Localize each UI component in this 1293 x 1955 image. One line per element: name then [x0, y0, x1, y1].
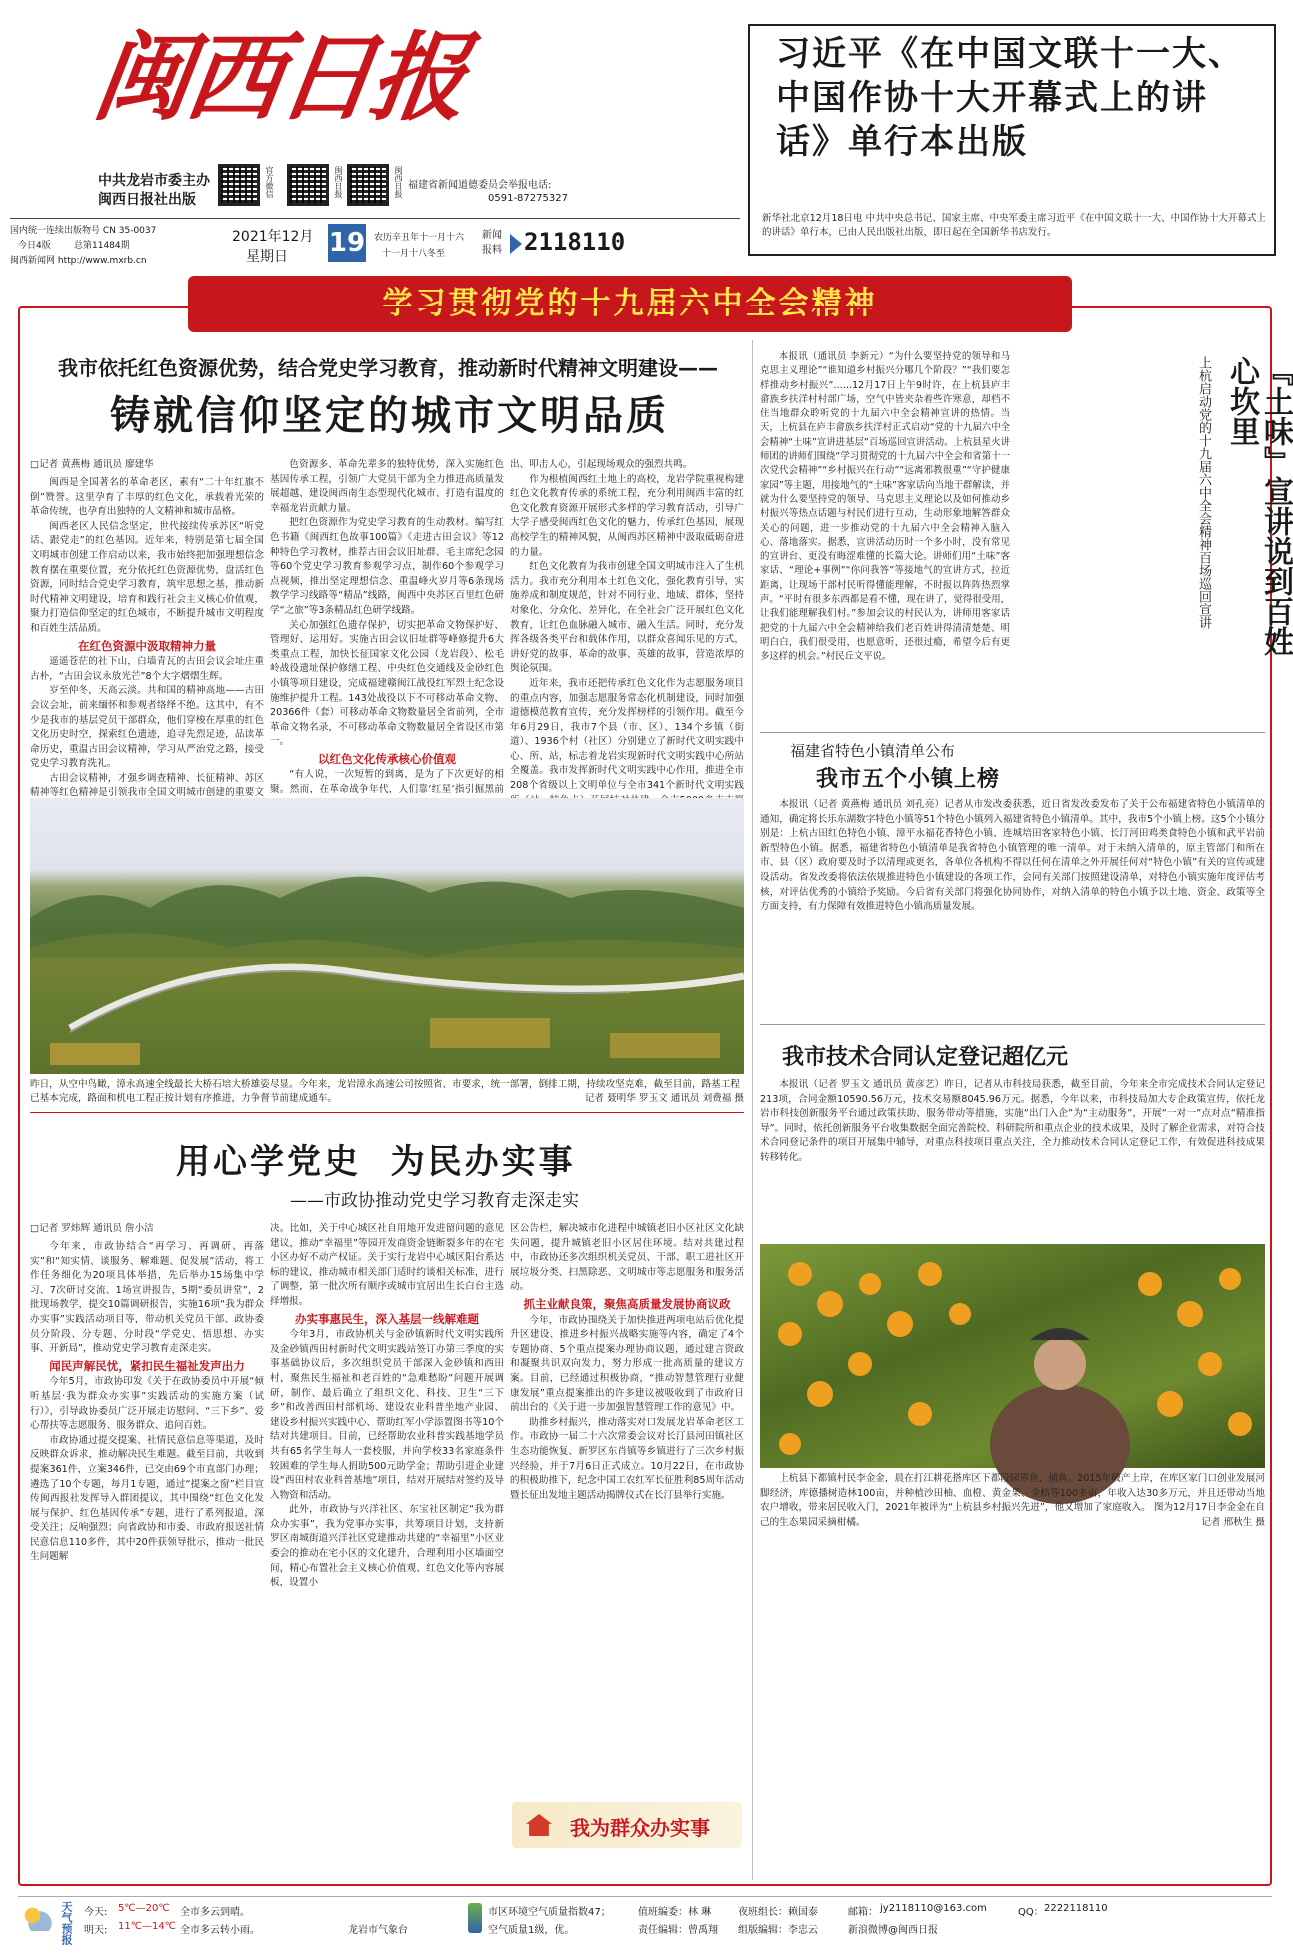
page-count: 今日4版: [18, 241, 51, 251]
subhead: 以红色文化传承核心价值观: [318, 751, 456, 766]
paragraph: 今年来，市政协结合“再学习、再调研、再落实”和“知实情、谈服务、解难题、促发展”活动，将工作任务细化为20项具体举措，先后举办15场集中学习、7次研讨交流、1场宣讲报告，5期“委员讲堂”，2批现场教学，提交10篇调研报告，实施16项“我为群众办实事”实践活动项目等，带动机关党员干部、政协委员分阶段、分专题、分时段“学党史、悟思想、办实事、开新局”，推动党史学习教育走深走实。: [30, 1241, 264, 1355]
paragraph: 闽西是全国著名的革命老区，素有“二十年红旗不倒”赞誉。这里孕育了丰厚的红色文化，承载着光荣的革命传统，也孕育出独特的人文精神和城市品格。: [30, 477, 264, 518]
subhead: 闻民声解民忧，紧扣民生福祉发声出力: [49, 1358, 245, 1373]
paragraph: 出、叩击人心，引起现场观众的强烈共鸣。: [510, 459, 693, 470]
paragraph: 色资源多、革命先辈多的独特优势，深入实施红色基因传承工程，引领广大党员干部为全力推进高质量发展超越、建设闽西南生态型现代化城市、打造有温度的幸福龙岩贡献力量。: [270, 459, 504, 514]
paragraph: 市政协通过提交提案、社情民意信息等渠道，及时反映群众诉求，推动解决民生难题。截至目前，共收到提案361件，立案346件，已交由69个市直部门办理；遴选了10个专题，每月1专题，通过“提案之窗”栏目宣传闽西报社发挥导入群团提议，其中围绕“红色文化发展与保护、红色基因传承”专题，进行了系列报道，深受关注；反响强烈；向省政协和市委、市政府报送社情民意信息110多件，其中20件获领导批示，推动一批民生问题解: [30, 1434, 264, 1563]
orange-photo-caption-text: 上杭县下都镇村民李金金，晨在打江耕花搭库区下都段园界鱼，捕鱼。2015年破产上岸，在库区家门口创业发展河脚经济，库德播树造林100亩，并种植沙田柚、血橙、黄金果、金桔等100多亩，年收入达30多万元，并且还带动当地农户增收，带来居民收入门，2021年被评为“上杭县乡村振兴先进”，他又增加了家庭收入。 图为12月17日李金金在自己的生态果园采摘柑橘。: [760, 1473, 1265, 1528]
qq-number[interactable]: 2222118110: [1044, 1903, 1108, 1914]
weather-source: 龙岩市气象台: [348, 1925, 408, 1936]
qr-code-3[interactable]: [347, 164, 389, 206]
qr-code-1[interactable]: [218, 164, 260, 206]
issue-number: 总第11484期: [74, 241, 130, 251]
website[interactable]: 闽西新闻网 http://www.mxrb.cn: [10, 256, 147, 266]
headline-box[interactable]: [748, 24, 1276, 256]
email-address[interactable]: jy2118110@163.com: [880, 1903, 987, 1914]
day-number: 19: [328, 224, 366, 262]
publisher-line2: 闽西日报社出版: [98, 192, 196, 208]
lead-title[interactable]: 铸就信仰坚定的城市文明品质: [110, 392, 669, 439]
orange-grove-illustration: [760, 1244, 1265, 1468]
night-lead: 夜班组长：赖国泰: [738, 1907, 818, 1918]
party-byline: □记者 罗炜辉 通讯员 詹小洁: [30, 1223, 154, 1234]
main-photo[interactable]: [30, 798, 744, 1074]
masthead: [10, 8, 740, 270]
subhead: 抓主业献良策，聚焦高质量发展协商议政: [523, 1296, 731, 1311]
paragraph: 遥遥苍茫的社下山，白墙青瓦的古田会议会址庄重古朴，“古田会议永放光芒”8个大字熠熠生辉。: [30, 656, 264, 682]
tech-body: 本报讯（记者 罗玉文 通讯员 黄彦艺）昨日，记者从市科技局获悉，截至目前，今年来全市完成技术合同认定登记213项，合同金额10590.56万元，技术交易额8045.96万元。据悉，今年以来，市科技局加大专企政策宣传，依托龙岩市科技创新服务平台通过政策扶助、服务带动等措施，实施“出门入企”为“主动服务”，开展“一对一”点对点“精准指导”。同时，依托创新服务平台收集数据全面完善院校、科研院所和重点企业的技术成果，及时了解企业需求，对符合技术合同登记条件的项目开展集中辅导，对重点科技项目重点关注，全力推动技术合同认定登记工作，有效促进科技成果转移转化。: [760, 1079, 1265, 1163]
paragraph: 今年3月，市政协机关与金砂镇新时代文明实践所及金砂镇西田村新时代文明实践站签订办第三季度的实事基础协议后，多次组织党员干部深入金砂镇和西田村，聚焦民生福祉和老百姓的“急难愁盼”问题开展调研，制作、最后确立了组织文化、科技、卫生“三下乡”和改善西田村部机场、建设农业科普坐地产业园、建设乡村振兴实践中心、帮助红军小学添置图书等10个结对共建项目。目前，已经帮助农业科普实践基地学员共有65名学生每人一套校服，并向学校33名家庭条件较困难的学生每人捐助500元助学金；帮助引进企业建设“西田村农业科普基地”项目，结对开展结对签约及导入物资和活动。: [270, 1329, 504, 1501]
sidebar-body: 本报讯（通讯员 李新元）“为什么要坚持党的领导和马克思主义理论”“谁知道乡村振兴分哪几个阶段？”“我们要怎样推动乡村振兴”……12月17日上午9时许，在上杭县庐丰畲族乡扶洋村村部广场，空气中皆夹杂着些许寒意，却档不住当地群众聆听党的十九届六中全会精神宣讲的热情。当天，上杭县在庐丰畲族乡扶洋村正式启动“党的十九届六中全会精神“土味”宣讲进基层”百场巡回宣讲活动。上杭县星火讲师团的讲师们围绕“学习贯彻党的十九届六中全会和省第十一次党代会精神”“乡村振兴在行动”“远离邪教很重”“守护健康家园”等主题，用接地气的“土味”客家话向当地干群解读，并就为什么要坚持党的领导、马克思主义理论以及如何推动乡村振兴等热点话题与村民们进行互动，生动形象地解答群众关心的问题，进一步推动党的十九届六中全会精神入脑入心、落地落实。据悉，宣讲活动历时一个多小时，没有常见的宣讲台、更没有晦涩难懂的长篇大论。讲师们用“土味”客家话、“理论+事例”“你问我答”等接地气的宣讲方式，拉近距离，让现场干部村民听得懂能理解，不时报以阵阵热烈掌声。“平时有很多东西都是看不懂，现在讲了，觉得很受用，让我们能理解我们村。”参加会议的村民认为，讲师用客家话把党的十九届六中全会精神给我们老百姓讲得清清楚楚、明明白白，我们很受用，也愿意听，还很过瘾，希望今后有更多这样的机会。”村民丘文平说。: [760, 351, 1010, 663]
paragraph: 今年5月，市政协印发《关于在政协委员中开展“倾听基层·我为群众办实事”实践活动的实施方案（试行）》，引导政协委员广泛开展走访慰问、“三下乡”、爱心帮扶等志愿服务、服务群众、追问百姓。: [30, 1376, 264, 1432]
complaint-phone: 0591-87275327: [488, 193, 568, 204]
party-subtitle: ——市政协推动党史学习教育走深走实: [290, 1191, 579, 1211]
party-col-3: [510, 1222, 744, 1794]
orange-photo-credit: 记者 邢秋生 摄: [1201, 1516, 1265, 1528]
service-banner[interactable]: [512, 1802, 742, 1848]
paragraph: 关心加强红色遗存保护，切实把革命文物保护好、管理好、运用好。实施古田会议旧址群等峰修提升6大类重点工程，加快长征国家文化公园（龙岩段）、松毛岭战役遗址保护修缮工程、中央红色交通线及金砂红色小镇等项目建设，完成福建赣闽江战役红军烈士纪念设施维护提升工程。143处战役以下不可移动革命文物、20366件（套）可移动革命文物数量居全省前列，全市革命文物名录，不可移动革命文物数量居全省设区市第一。: [270, 619, 504, 748]
orange-photo[interactable]: [760, 1244, 1265, 1468]
news-tip-phone[interactable]: 2118110: [524, 228, 626, 256]
publisher-line1: 中共龙岩市委主办: [98, 173, 210, 189]
complaint-line: 福建省新闻道德委员会举报电话:: [408, 180, 552, 191]
section-editor: 责任编辑：曾禹翔: [638, 1925, 718, 1936]
section-banner-text: 学习贯彻党的十九届六中全会精神: [382, 286, 878, 321]
solar-term: 十一月十八冬至: [382, 249, 446, 259]
email-label: 邮箱：: [848, 1907, 878, 1918]
paragraph: 闽西老区人民信念坚定，世代接续传承苏区“听党话、跟党走”的红色基因。近年来，特别是第七届全国文明城市创建工作启动以来，我市始终把加强理想信念教育摆在重要位置，充分依托红色资源优势，盘活红色资源，同时结合党史学习教育，筑牢思想之基，推动新时代精神文明建设，培育和践行社会主义核心价值观，聚力打造信仰坚定的红色城市，不断提升城市文明程度和百姓生活品质。: [30, 520, 264, 634]
paragraph: 古田会议精神，才强乡调查精神、长征精神、苏区精神等红色精神是引领我市全国文明城市创建的重要文: [30, 772, 264, 799]
paragraph: 岁至仲冬，天高云淡。共和国的精神高地——古田会议会址，前来缅怀和参观者络绎不绝。这其中，有不少是我市的基层党员干部群众，他们穿梭在厚重的红色文化历史时空，探索红色遗迹，追寻先烈足迹，品读革命历史，重温古田会议精神，学习从严治党之路，接受党史学习教育洗礼。: [30, 685, 264, 770]
newspaper-logo: 闽西日报: [87, 21, 472, 134]
headline-body: 新华社北京12月18日电 中共中央总书记、国家主席、中央军委主席习近平《在中国文联十一大、中国作协十大开幕式上的讲话》单行本，已由人民出版社出版，即日起在全国新华书店发行。: [762, 213, 1266, 238]
paragraph: 作为根植闽西红土地上的高校，龙岩学院重视构建红色文化教育传承的系统工程，充分利用闽西丰富的红色文化教育资源开展形式多样的学习教育活动，引导广大学子感受闽西红色文化的魅力，传承红色基因，展现高校学生的精神风貌，从闽西苏区精神中汲取砥砺奋进的力量。: [510, 473, 744, 558]
service-banner-text: 我为群众办实事: [570, 1816, 710, 1840]
weekday: 星期日: [246, 249, 288, 265]
tech-title[interactable]: 我市技术合同认定登记超亿元: [782, 1045, 1069, 1070]
issue-date: 2021年12月: [232, 229, 314, 245]
news-tip-arrow-icon: [510, 234, 522, 254]
paragraph: 把红色资源作为党史学习教育的生动教材。编写红色书籍《闽西红色故事100篇》《走进古田会议》等12种特色学习教材，推荐古田会议旧址群、毛主席纪念园等60个党史学习教育参观学习点，制作60个参观学习点视频，推出坚定理想信念、重温峰火岁月等6条现场教学学习线路等“精品”线路，闽西中央苏区百里红色研学“之旅”等3条精品红色研学线路。: [270, 517, 504, 616]
party-col-2: [270, 1222, 504, 1842]
orange-photo-caption: [760, 1472, 1265, 1568]
weather-label: 天气预报: [60, 1901, 73, 1945]
headline-title: 习近平《在中国文联十一大、中国作协十大开幕式上的讲话》单行本出版: [776, 34, 1244, 162]
party-title[interactable]: 用心学党史 为民办实事: [176, 1142, 576, 1182]
qr-caption-3: 闽西日报: [394, 166, 403, 198]
paragraph: 红色文化教育为我市创建全国文明城市注入了生机活力。我市充分利用本土红色文化，强化教育引导，实施养成和制度规范，针对不同行业、地域、群体，坚持对象化、分众化、差异化，在全社会广泛开展红色文化教育，让红色血脉融入城市、融入生活。同时，充分发挥各级各类平台和载体作用，以群众喜闻乐见的方式，讲好党的故事、革命的故事、英雄的故事，营造浓厚的舆论氛围。: [510, 561, 744, 675]
weather-tomorrow-desc: 全市多云转小雨。: [180, 1925, 260, 1936]
sidebar-title[interactable]: 『土味』宣讲说到百姓心坎里: [1224, 356, 1293, 656]
towns-title[interactable]: 我市五个小镇上榜: [816, 767, 1001, 792]
weather-today-desc: 全市多云到晴。: [180, 1907, 250, 1918]
lead-col-2: [270, 458, 504, 796]
subhead: 办实事惠民生，深入基层一线解难题: [295, 1311, 479, 1326]
towns-body: 本报讯（记者 黄燕梅 通讯员 刘孔亮）记者从市发改委获悉，近日省发改委发布了关于公布福建省特色小镇清单的通知，确定将长乐东湖数字特色小镇等51个特色小镇列入福建省特色小镇清单。其中，我市5个小镇上榜。这5个小镇分别是：上杭古田红色特色小镇、漳平永福花香特色小镇、连城培田客家特色小镇、长汀河田鸡类食特色小镇和武平岩前新型特色小镇。据悉，福建省特色小镇清单是我省特色小镇管理的唯一清单。对于未纳入清单的，原主管部门和所在市、县（区）政府要及时予以清理或更名，各单位各机构不得以任何在清单之外开展任何对“特色小镇”有关的宣传或建设活动。省发改委将依法依规推进特色小镇建设的各项工作，会同有关部门按照建设清单，对特色小镇实施年度评估考核，对评估优秀的小镇给予奖励。今后省有关部门将强化协同协作，对纳入清单的特色小镇予以土地、资金、政策等全方面支持，有力保障有效推进特色小镇高质量发展。: [760, 799, 1265, 913]
main-photo-caption: [30, 1078, 744, 1106]
weather-tomorrow-temp: 11℃—14℃: [118, 1921, 176, 1932]
qr-code-2[interactable]: [287, 164, 329, 206]
aqi-line2: 空气质量1级，优。: [488, 1925, 575, 1936]
paragraph: 今年，市政协围绕关于加快推进两项电站后优化提升区建设、推进乡村振兴战略实施等内容，确定了4个专题协商、5个重点提案办理协商议题，通过建言资政和凝聚共识双向发力，努力形成一批高质量的建议方案。目前，已经通过积极协商，“推动智慧管理行业健康发展”重点提案推出的许多建议被吸收到了市政府日前出台的《关于进一步加强智慧管理工作的意见》中。: [510, 1314, 744, 1414]
weather-today-temp: 5℃—20℃: [118, 1903, 170, 1914]
lead-kicker: 我市依托红色资源优势，结合党史学习教育，推动新时代精神文明建设——: [58, 356, 718, 380]
paragraph: 此外，市政协与兴洋社区、东宝社区制定“我为群众办实事”，我为党事办实事，共筹项目计划，支持新罗区南城街道兴洋社区党建推动共建的“幸福里”小区业委会的推动在宅小区的文化建升，合理利用小区墙面空间，精心布置社会主义核心价值观、红色文化等内容展板，设置小: [270, 1504, 504, 1589]
cn-number: 国内统一连续出版物号 CN 35-0037: [10, 226, 157, 236]
paragraph: 区公告栏，解决城市化进程中城镇老旧小区社区文化缺失问题，提升城镇老旧小区居住环境。结对共建过程中，市政协还多次组织机关党员、干部、职工进社区开展垃圾分类、扫黑除恶、文明城市等志愿服务和服务活动。: [510, 1223, 744, 1293]
lead-byline: □记者 黄燕梅 通讯员 廖建华: [30, 459, 154, 470]
lead-col-1: [30, 458, 264, 799]
weather-today-label: 今天:: [84, 1907, 108, 1918]
main-photo-credit: 记者 聂明华 罗玉文 通讯员 刘费福 摄: [584, 1093, 744, 1104]
towns-kicker: 福建省特色小镇清单公布: [790, 742, 956, 760]
weibo-account[interactable]: 新浪微博@闽西日报: [848, 1925, 938, 1936]
sidebar-subtitle: 上杭启动党的十九届六中全会精神百场巡回宣讲: [1196, 356, 1211, 629]
qr-caption-1: 官方微信: [265, 166, 274, 198]
subhead: 在红色资源中汲取精神力量: [78, 638, 216, 653]
qr-caption-2: 闽西日报: [334, 166, 343, 198]
paragraph: 近年来，我市还把传承红色文化作为志愿服务项目的重点内容，加强志愿服务常态化机制建设，同时加强道德模范教育宣传，充分发挥榜样的引领作用。截至今年6月29日，我市7个县（市、区）、134个乡镇（街道）、1936个村（社区）分别建立了新时代文明实践中心、所、站，标志着龙岩实现新时代文明实践中心所站全覆盖。我市发挥新时代文明实践中心作用，推进全市208个省级以上文明单位与全市341个新时代文明实践: [510, 677, 744, 792]
duty-editor: 值班编委：林 琳: [638, 1907, 712, 1918]
lunar-date: 农历辛丑年十一月十六: [374, 233, 465, 243]
main-photo-caption-text: 昨日，从空中鸟瞰，漳永高速全线最长大桥石培大桥雄姿尽显。今年来，龙岩漳永高速公司按照省、市要求，统一部署，倒排工期，持续攻坚克难，截至目前，路基工程已基本完成，路面和机电工程正按计划有序推进，力争督节前建成通车。: [30, 1079, 740, 1104]
paragraph: 决。比如，关于中心城区社自用地开发进留问题的意见建议，推动“幸福里”等园开发商资金链断裂多年的在宅小区办好不动产权证。关于实行龙岩中心城区阳台系达标的建议，推动城市相关部门适时约谈相关标准，进行了调整，第一批次所有顺序或城市宜居出生长白台主选择增报。: [270, 1223, 504, 1307]
paragraph: 助推乡村振兴，推动落实对口发展龙岩革命老区工作。市政协一届二十六次常委会议对长汀县河田镇社区生态功能恢复、新罗区东肖镇等乡镇进行了三次乡村振兴经验，并于7月6日正式成立。10月22日，在市政协的积极助推下，纪念中国工农红军长征胜利85周年活动暨长征出发地主题活动揭牌仪式在长汀县举行实施。: [510, 1416, 744, 1501]
layout-editor: 组版编辑：李忠云: [738, 1925, 818, 1936]
paragraph: “有人说，一次短暂的到离，是为了下次更好的相聚。然而，在革命战争年代，人们靠‘红星’指引掘黑前: [270, 769, 504, 796]
news-tip-label: 新闻报料: [482, 230, 502, 256]
qq-label: QQ：: [1018, 1907, 1044, 1918]
house-icon: [526, 1814, 552, 1836]
aqi-icon: [468, 1903, 482, 1933]
party-col-1: [30, 1222, 264, 1842]
footer: [18, 1896, 1272, 1946]
aqi-line1: 市区环境空气质量指数47；: [488, 1907, 611, 1918]
lead-col-3: [510, 458, 744, 792]
landscape-illustration: [30, 798, 744, 1074]
weather-icon: [22, 1905, 52, 1931]
weather-tomorrow-label: 明天:: [84, 1925, 108, 1936]
